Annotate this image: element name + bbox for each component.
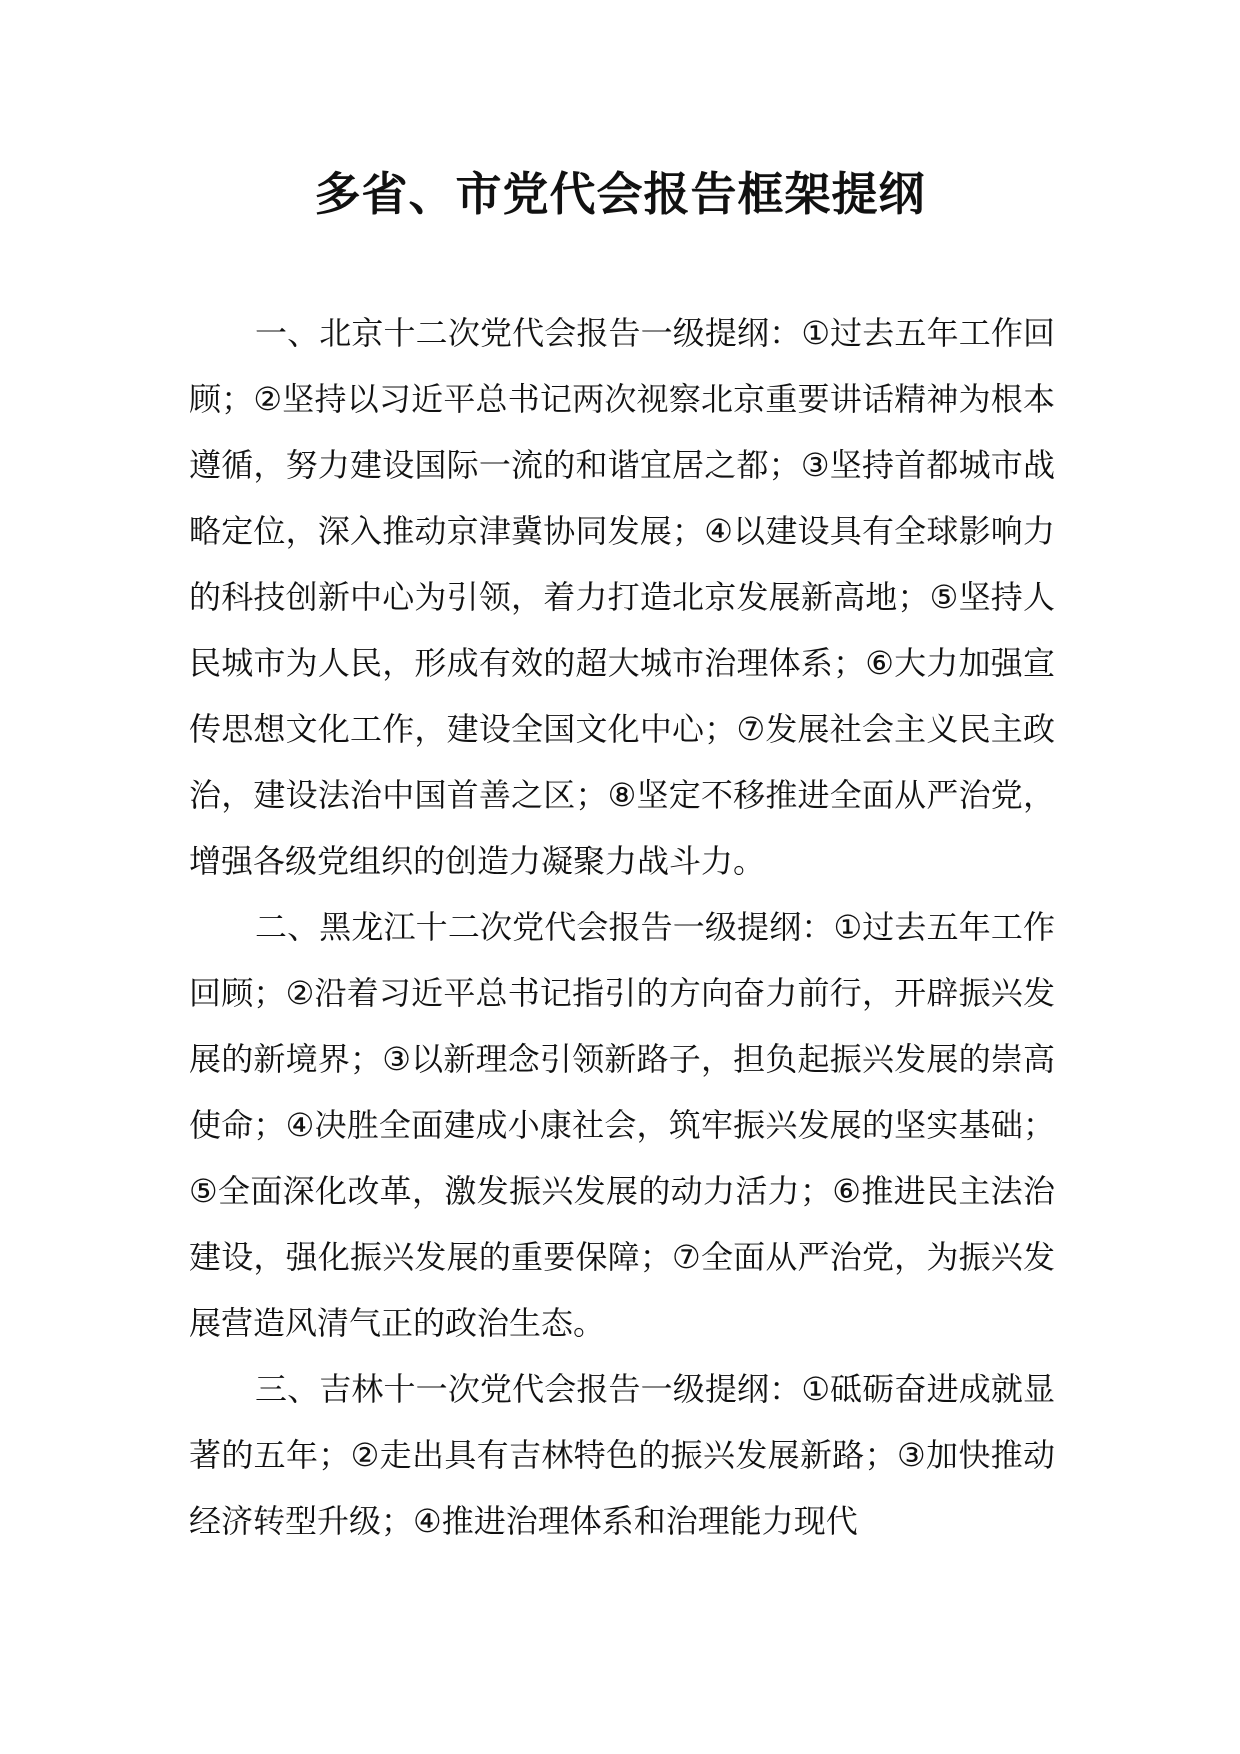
paragraph-jilin: 三、吉林十一次党代会报告一级提纲：①砥砺奋进成就显著的五年；②走出具有吉林特色的振兴发展新路；③加快推动经济转型升级；④推进治理体系和治理能力现代 (189, 1370, 1055, 1540)
document-title: 多省、市党代会报告框架提纲 (314, 167, 926, 221)
document-body (189, 300, 1055, 1554)
paragraph-beijing: 一、北京十二次党代会报告一级提纲：①过去五年工作回顾；②坚持以习近平总书记两次视察北京重要讲话精神为根本遵循，努力建设国际一流的和谐宜居之都；③坚持首都城市战略定位，深入推动京津冀协同发展；④以建设具有全球影响力的科技创新中心为引领，着力打造北京发展新高地；⑤坚持人民城市为人民，形成有效的超大城市治理体系；⑥大力加强宣传思想文化工作，建设全国文化中心；⑦发展社会主义民主政治，建设法治中国首善之区；⑧坚定不移推进全面从严治党，增强各级党组织的创造力凝聚力战斗力。 (189, 314, 1055, 880)
paragraph-heilongjiang: 二、黑龙江十二次党代会报告一级提纲：①过去五年工作回顾；②沿着习近平总书记指引的方向奋力前行，开辟振兴发展的新境界；③以新理念引领新路子，担负起振兴发展的崇高使命；④决胜全面建成小康社会，筑牢振兴发展的坚实基础；⑤全面深化改革，激发振兴发展的动力活力；⑥推进民主法治建设，强化振兴发展的重要保障；⑦全面从严治党，为振兴发展营造风清气正的政治生态。 (189, 908, 1055, 1342)
